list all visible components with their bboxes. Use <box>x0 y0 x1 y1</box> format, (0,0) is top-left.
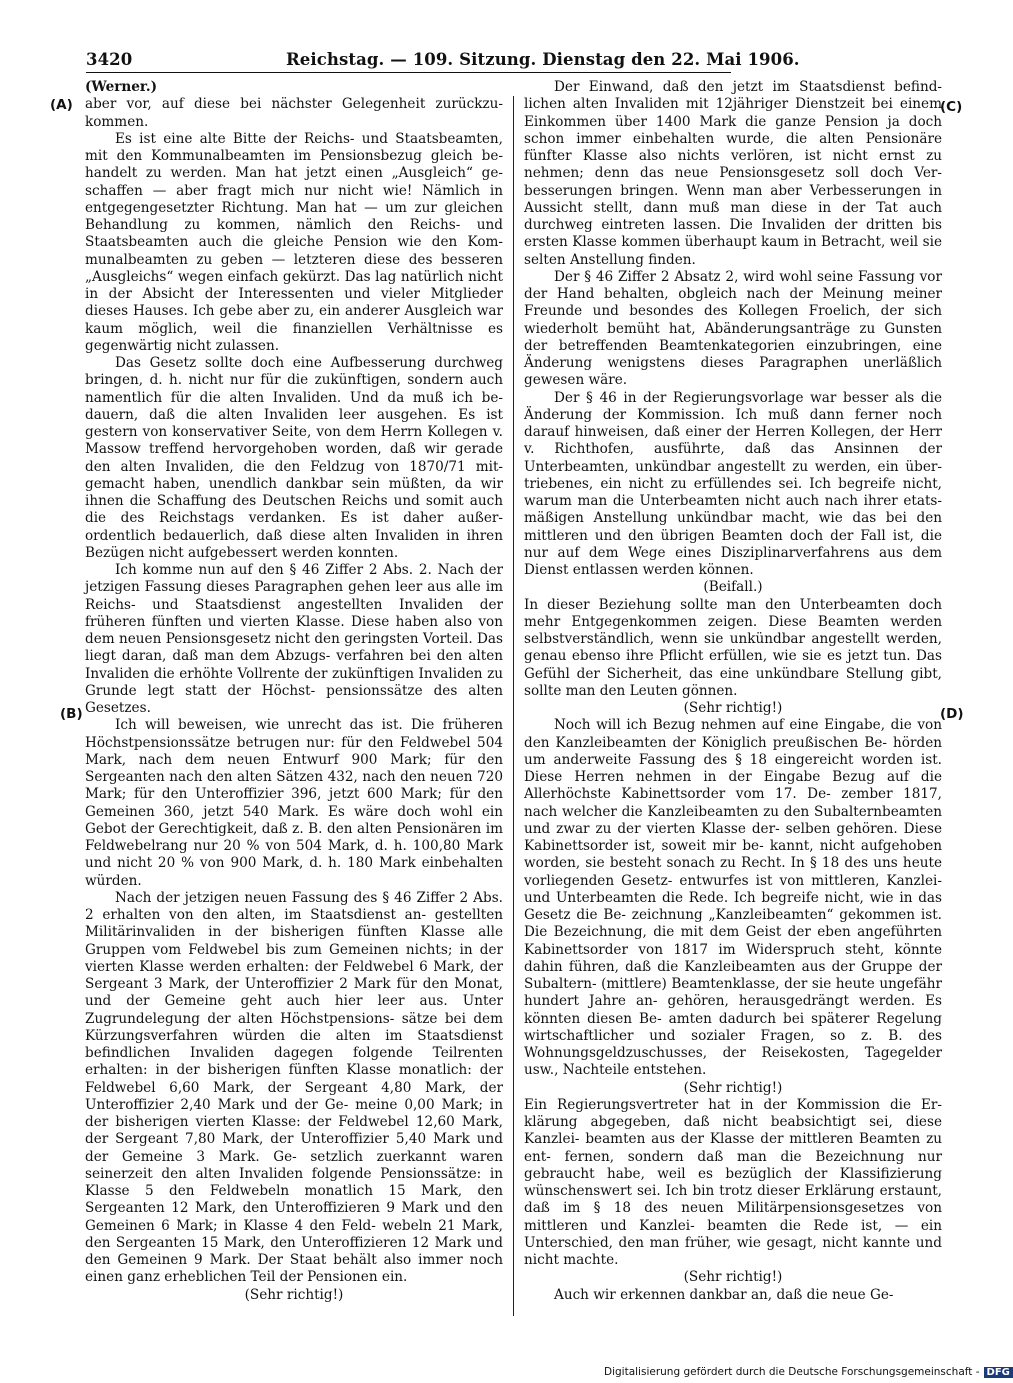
header-rule <box>86 72 731 73</box>
margin-mark-c: (C) <box>940 99 963 115</box>
paragraph: In dieser Beziehung sollte man den Unterbeamten doch mehr Entgegenkommen zeigen. Diese Beamten werden selbstverständlich, wenn sie unkündbar angestellt werden, genau ebenso ihre Pflicht erfüllen, wie sie es jetzt tun. Das Gefühl der Sicherheit, das eine unkündbare Stellung gibt, sollte man den Leuten gönnen. <box>524 596 942 699</box>
interjection: (Sehr richtig!) <box>683 1269 783 1286</box>
paragraph: Ich will beweisen, wie unrecht das ist. Die früheren Höchstpensionssätze betrugen nur: für den Feldwebel 504 Mark, nach dem neuen Entwurf 900 Mark; für den Sergeanten nach den alten Sätzen 432, nach den neuen 720 Mark; für den Unteroffizier 396, jetzt 600 Mark; für den Gemeinen 360, jetzt 540 Mark. Es wäre doch wohl ein Gebot der Gerechtigkeit, daß z. B. den alten Pensionären im Feldwebelrang nur 20 % von 504 Mark, d. h. 100,80 Mark und nicht 20 % von 900 Mark, d. h. 180 Mark einbehalten würden. <box>85 717 503 889</box>
left-column <box>85 79 503 1304</box>
paragraph: Noch will ich Bezug nehmen auf eine Eingabe, die von den Kanzleibeamten der Königlich preußischen Be- hörden um anderweite Fassung des § 18 eingereicht worden ist. Diese Herren nehmen in der Eingabe Bezug auf die Allerhöchste Kabinettsorder vom 17. De- zember 1817, nach welcher die Kanzleibeamten zu den Subalternbeamten und zwar zu der vierten Klasse der- selben gehören. Diese Kabinettsorder ist, soweit mir be- kannt, nicht aufgehoben worden, sie besteht sonach zu Recht. In § 18 des uns heute vorliegenden Gesetz- entwurfes ist von mittleren, Kanzlei- und Unterbeamten die Rede. Ich begreife nicht, wie in das Gesetz die Be- zeichnung „Kanzleibeamten“ gekommen ist. Die Bezeichnung, die mit dem Geist der eben angeführten Kabinettsorder von 1817 im Widerspruch steht, könnte dahin führen, daß die Kanzleibeamten aus der Gruppe der Subaltern- (mittlere) Beamtenklasse, der sie heute ungefähr hundert Jahre an- gehören, herausgedrängt werden. Es könnten diesen Be- amten dadurch bei späterer Regelung wirtschaftlicher und sozialer Fragen, so z. B. des Wohnungsgeldzuschusses, der Reisekosten, Tagegelder usw., Nachteile entstehen. <box>524 717 942 1079</box>
running-title: Reichstag. — 109. Sitzung. Dienstag den 22. Mai 1906. <box>286 50 800 69</box>
page-number: 3420 <box>86 50 133 69</box>
paragraph: Nach der jetzigen neuen Fassung des § 46 Ziffer 2 Abs. 2 erhalten von den alten, im Staatsdienst an- gestellten Militärinvaliden in der bisherigen fünften Klasse alle Gruppen vom Feldwebel bis zum Gemeinen nichts; in der vierten Klasse werden erhalten: der Feldwebel 6 Mark, der Sergeant 3 Mark, der Unteroffizier 2 Mark für den Monat, und der Gemeine geht auch hier leer aus. Unter Zugrundelegung der alten Höchstpensions- sätze bei dem Kürzungsverfahren würden die alten im Staatsdienst befindlichen Invaliden dagegen folgende Teilrenten erhalten: in der bisherigen fünften Klasse monatlich: der Feldwebel 6,60 Mark, der Sergeant 4,80 Mark, der Unteroffizier 2,40 Mark und der Ge- meine 0,00 Mark; in der bisherigen vierten Klasse: der Feldwebel 12,60 Mark, der Sergeant 7,80 Mark, der Unteroffizier 5,40 Mark und der Gemeine 3 Mark. Ge- setzlich zuerkannt waren seinerzeit den alten Invaliden folgende Pensionssätze: in Klasse 5 den Feldwebeln monatlich 15 Mark, den Sergeanten 12 Mark, den Unteroffizieren 9 Mark und den Gemeinen 6 Mark; in Klasse 4 den Feld- webeln 21 Mark, den Sergeanten 15 Mark, den Unteroffizieren 12 Mark und den Gemeinen 9 Mark. Der Staat behält also immer noch einen ganz erheblichen Teil der Pensionen ein. <box>85 889 503 1286</box>
paragraph: Ich komme nun auf den § 46 Ziffer 2 Abs. 2. Nach der jetzigen Fassung dieses Paragraphen gehen leer aus alle im Reichs- und Staatsdienst angestellten Invaliden der früheren fünften und vierten Klasse. Diese haben also von dem neuen Pensionsgesetz nicht den geringsten Vorteil. Das liegt daran, daß man dem Abzugs- verfahren bei den alten Invaliden die erhöhte Vollrente der zukünftigen Invaliden zu Grunde legt statt der Höchst- pensionssätze des alten Gesetzes. <box>85 562 503 716</box>
paragraph: Der Einwand, daß den jetzt im Staatsdienst befind- lichen alten Invaliden mit 12jähriger Dienstzeit bei einem Einkommen über 1400 Mark die ganze Pension ja doch schon immer einbehalten wurde, die alten Pensionäre fünfter Klasse also nichts verlören, ist nicht ernst zu nehmen; denn das neue Pensionsgesetz soll doch Ver- besserungen bringen. Wenn man aber Verbesserungen in Aussicht stellt, dann muß man diese in der Tat auch durchweg eintreten lassen. Die Invaliden der dritten bis ersten Klasse kommen überhaupt kaum in Betracht, weil sie selten Anstellung finden. <box>524 79 942 268</box>
paragraph: Es ist eine alte Bitte der Reichs- und Staatsbeamten, mit den Kommunalbeamten im Pensionsbezug gleich be- handelt zu werden. Man hat jetzt einen „Ausgleich“ ge- schaffen — aber fragt mich nur nicht wie! Nämlich in entgegengesetzter Richtung. Man hat — um zur gleichen Behandlung zu kommen, nämlich den Reichs- und Staatsbeamten auch die gleiche Pension wie den Kom- munalbeamten zu geben — letzteren diese des besseren „Ausgleichs“ wegen einfach gekürzt. Das lag natürlich nicht in der Absicht der Interessenten und vieler Mitglieder dieses Hauses. Ich gebe aber zu, ein anderer Ausgleich war kaum möglich, weil die finanziellen Verhältnisse es gegenwärtig nicht zulassen. <box>85 130 503 354</box>
page-header <box>86 50 800 74</box>
interjection: (Beifall.) <box>703 579 763 596</box>
credit-text: Digitalisierung gefördert durch die Deutsche Forschungsgemeinschaft - <box>604 1366 980 1378</box>
column-separator <box>513 96 514 1316</box>
digitization-credit <box>604 1366 1010 1380</box>
right-column <box>524 79 942 1304</box>
interjection: (Sehr richtig!) <box>683 1079 783 1096</box>
speaker-name: (Werner.) <box>85 79 158 95</box>
paragraph: Der § 46 Ziffer 2 Absatz 2, wird wohl seine Fassung vor der Hand behalten, obgleich nach der Meinung meiner Freunde und besondes des Kollegen Froelich, der sich wiederholt bemüht hat, Abänderungsanträge zu Gunsten der betreffenden Beamtenkategorien einzubringen, eine Änderung wenigstens dieses Paragraphen unerläßlich gewesen wäre. <box>524 268 942 389</box>
paragraph: Auch wir erkennen dankbar an, daß die neue Ge- <box>554 1286 894 1303</box>
paragraph: Der § 46 in der Regierungsvorlage war besser als die Änderung der Kommission. Ich muß dann ferner noch darauf hinweisen, daß einer der Herren Kollegen, der Herr v. Richthofen, ausführte, daß das Ansinnen der Unterbeamten, unkündbar angestellt zu werden, ein über- triebenes, ein nicht zu erfüllendes sei. Ich begreife nicht, warum man die Unterbeamten nicht auch nach ihrer etats- mäßigen Anstellung unkündbar macht, wie das bei den mittleren und den übrigen Beamten doch der Fall ist, die nur auf dem Wege eines Disziplinarverfahrens aus dem Dienst entlassen werden können. <box>524 389 942 578</box>
dfg-logo: DFG <box>984 1367 1013 1378</box>
interjection: (Sehr richtig!) <box>683 700 783 716</box>
margin-mark-d: (D) <box>940 706 964 722</box>
paragraph: Das Gesetz sollte doch eine Aufbesserung durchweg bringen, d. h. nicht nur für die zukünftigen, sondern auch namentlich für die alten Invaliden. Und da muß ich be- dauern, daß die alten Invaliden leer ausgehen. Es ist gestern von konservativer Seite, von dem Herrn Kollegen v. Massow treffend hervorgehoben worden, daß wir gerade den alten Invaliden, die den Feldzug von 1870/71 mit- gemacht haben, unendlich dankbar sein müßten, da wir ihnen die Schaffung des Deutschen Reichs und somit auch die des Reichstags verdanken. Es ist daher außer- ordentlich bedauerlich, daß diese alten Invaliden in ihren Bezügen nicht aufgebessert werden konnten. <box>85 355 503 561</box>
interjection: (Sehr richtig!) <box>244 1286 344 1303</box>
margin-mark-b: (B) <box>60 706 83 722</box>
paragraph: Ein Regierungsvertreter hat in der Kommission die Er- klärung abgegeben, daß nicht beabsichtigt sei, diese Kanzlei- beamten aus der Klasse der mittleren Beamten zu ent- fernen, sondern daß man die Bezeichnung nur gebraucht habe, weil es bezüglich der Klassifizierung wünschenswert sei. Ich bin trotz dieser Erklärung erstaunt, daß im § 18 des neuen Militärpensionsgesetzes von mittleren und Kanzlei- beamten die Rede ist, — ein Unterschied, den man früher, wie gesagt, nicht kannte und nicht machte. <box>524 1096 942 1268</box>
paragraph: aber vor, auf diese bei nächster Gelegenheit zurückzu- kommen. <box>85 96 503 130</box>
margin-mark-a: (A) <box>50 97 73 113</box>
